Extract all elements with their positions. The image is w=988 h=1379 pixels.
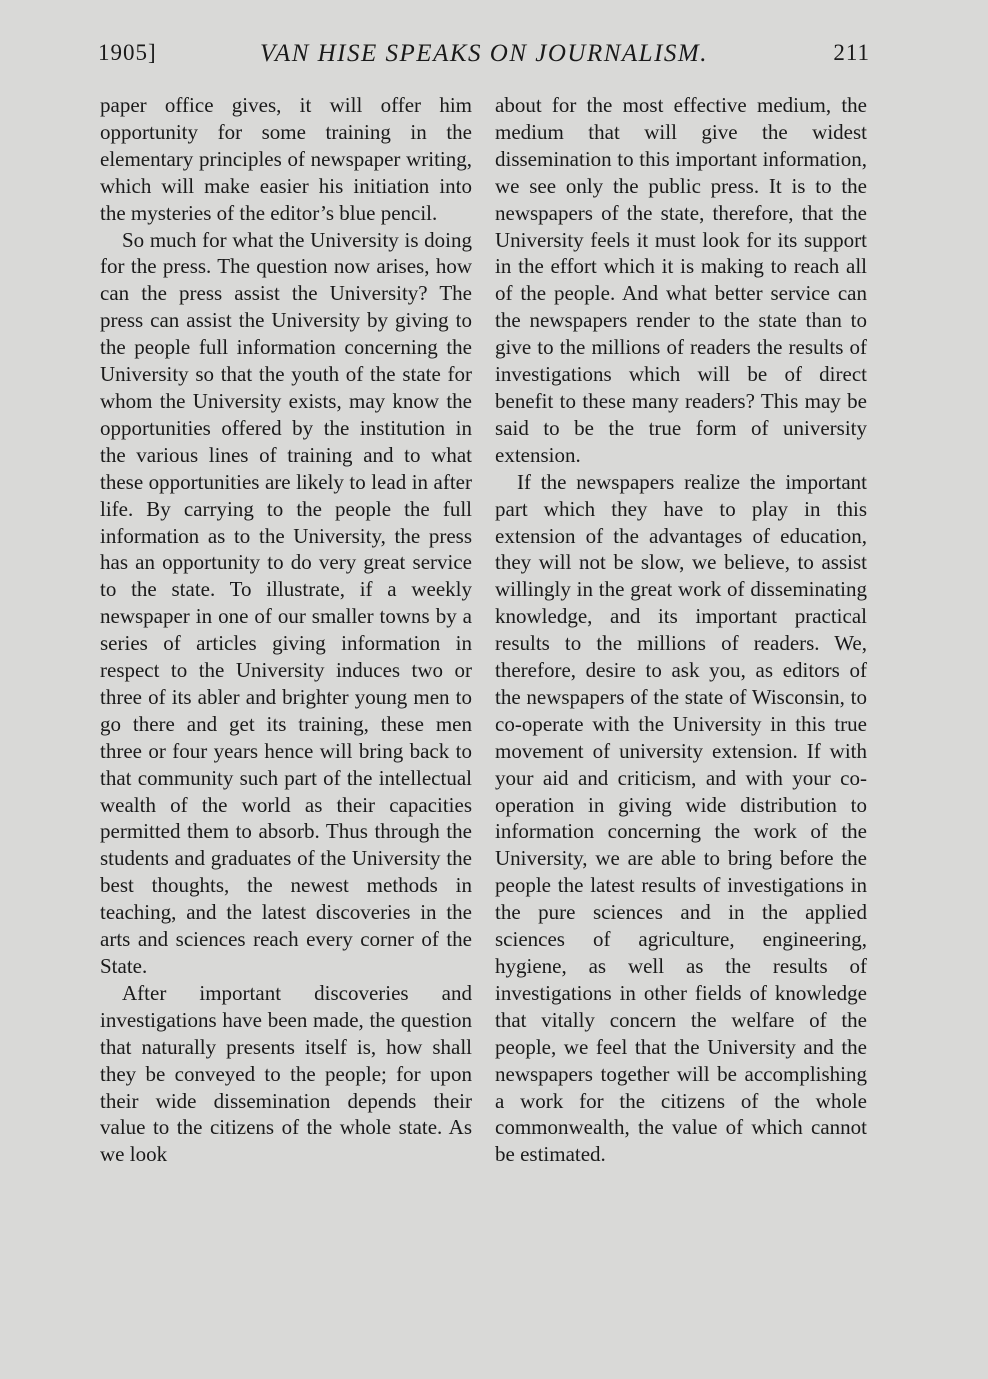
right-column	[495, 92, 867, 1168]
left-paragraph-1: paper office gives, it will offer him opportunity for some training in the elementary principles of newspaper writing, which will make easier his initiation into the mysteries of the editor’s blue pencil.	[100, 93, 472, 225]
header-year: 1905]	[98, 40, 157, 65]
left-column	[100, 92, 472, 1168]
right-paragraph-1: about for the most effective medium, the medium that will give the widest dissemination to this important information, we see only the public press. It is to the newspapers of the state, therefore, that the University feels it must look for its support in the effort which it is making to reach all of the people. And what better service can the newspapers render to the state than to give to the millions of readers the results of investigations which will be of direct benefit to these many readers? This may be said to be the true form of university extension.	[495, 93, 867, 467]
running-header	[98, 40, 870, 80]
header-title: VAN HISE SPEAKS ON JOURNALISM.	[260, 40, 708, 67]
page-number: 211	[833, 40, 870, 65]
left-paragraph-3: After important discoveries and investigations have been made, the question that naturally presents itself is, how shall they be conveyed to the people; for upon their wide dissemination depends their value to the citizens of the whole state. As we look	[100, 980, 472, 1167]
right-paragraph-2: If the newspapers realize the important part which they have to play in this extension of the advantages of education, they will not be slow, we believe, to assist willingly in the great work of disseminating knowledge, and its important practical results to the millions of readers. We, therefore, desire to ask you, as editors of the newspapers of the state of Wisconsin, to co-operate with the University in this true movement of university extension. If with your aid and criticism, and with your co-operation in giving wide distribution to information concerning the work of the University, we are able to bring before the people the latest results of investigations in the pure sciences and in the applied sciences of agriculture, engineering, hygiene, as well as the results of investigations in other fields of knowledge that vitally concern the welfare of the people, we feel that the University and the newspapers together will be accomplishing a work for the citizens of the whole commonwealth, the value of which cannot be estimated.	[495, 469, 867, 1167]
left-paragraph-2: So much for what the University is doing for the press. The question now arises, how can the press assist the University? The press can assist the University by giving to the people full information concerning the University so that the youth of the state for whom the University exists, may know the opportunities offered by the institution in the various lines of training and to what these opportunities are likely to lead in after life. By carrying to the people the full information as to the University, the press has an opportunity to do very great service to the state. To illustrate, if a weekly newspaper in one of our smaller towns by a series of articles giving information in respect to the University induces two or three of its abler and brighter young men to go there and get its training, these men three or four years hence will bring back to that community such part of the intellectual wealth of the world as their capacities permitted them to absorb. Thus through the students and graduates of the University the best thoughts, the newest methods in teaching, and the latest discoveries in the arts and sciences reach every corner of the State.	[100, 227, 472, 978]
